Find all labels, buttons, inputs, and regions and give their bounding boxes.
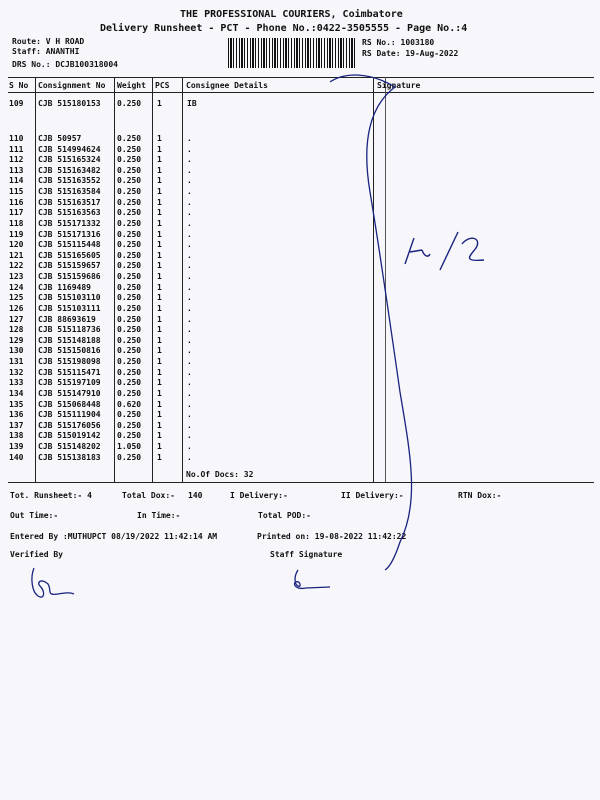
cell-consignment-no: CJB 515197109 [38, 378, 101, 388]
cell-consignment-no: CJB 515103110 [38, 293, 101, 303]
cell-sno: 131 [9, 357, 24, 367]
cell-sno: 139 [9, 441, 24, 451]
cell-pcs: 1 [157, 452, 162, 462]
cell-consignee-details: . [187, 410, 192, 420]
drs-number: DRS No.: DCJB100318004 [12, 60, 118, 69]
cell-weight: 0.250 [117, 240, 142, 250]
cell-pcs: 1 [157, 218, 162, 228]
rs-date: RS Date: 19-Aug-2022 [362, 49, 459, 58]
cell-pcs: 1 [157, 420, 162, 430]
cell-sno: 125 [9, 293, 24, 303]
cell-sno: 118 [9, 218, 24, 228]
cell-pcs: 1 [157, 388, 162, 398]
cell-weight: 0.250 [117, 282, 142, 292]
cell-sno: 121 [9, 250, 24, 260]
no-of-docs: No.Of Docs: 32 [186, 470, 254, 479]
cell-consignment-no: CJB 50957 [38, 134, 82, 143]
cell-consignment-no: CJB 515163517 [38, 197, 101, 207]
barcode [228, 38, 356, 68]
cell-weight: 0.250 [117, 155, 142, 165]
cell-consignment-no: CJB 515118736 [38, 325, 101, 335]
cell-sno: 116 [9, 197, 24, 207]
staff-signature [286, 566, 336, 594]
cell-pcs: 1 [157, 197, 162, 207]
cell-consignment-no: CJB 515165605 [38, 250, 101, 260]
cell-consignment-no: CJB 515115471 [38, 367, 101, 377]
cell-sno: 115 [9, 187, 24, 197]
cell-sno: 124 [9, 282, 24, 292]
cell-weight: 0.250 [117, 250, 142, 260]
entered-by: Entered By :MUTHUPCT 08/19/2022 11:42:14 AM [10, 532, 218, 541]
cell-sno: 134 [9, 388, 24, 398]
cell-consignee-details: . [187, 367, 192, 377]
cell-sno: 113 [9, 165, 24, 175]
cell-consignee-details: . [187, 272, 192, 282]
cell-consignee-details: . [187, 197, 192, 207]
cell-weight: 0.250 [117, 410, 142, 420]
cell-pcs: 1 [157, 99, 162, 108]
cell-consignee-details: . [187, 250, 192, 260]
cell-consignee-details: . [187, 261, 192, 271]
cell-consignee-details: . [187, 303, 192, 313]
cell-consignee-details: . [187, 218, 192, 228]
cell-pcs: 1 [157, 165, 162, 175]
cell-weight: 0.250 [117, 272, 142, 282]
cell-weight: 0.250 [117, 197, 142, 207]
col-header-consignee: Consignee Details [186, 81, 268, 90]
cell-consignment-no: CJB 515163552 [38, 176, 101, 186]
cell-pcs: 1 [157, 410, 162, 420]
cell-sno: 110 [9, 134, 24, 143]
cell-consignee-details: . [187, 229, 192, 239]
cell-consignment-no: CJB 515019142 [38, 431, 101, 441]
cell-weight: 0.250 [117, 229, 142, 239]
cell-sno: 120 [9, 240, 24, 250]
cell-consignment-no: CJB 515103111 [38, 303, 101, 313]
cell-consignee-details: . [187, 420, 192, 430]
cell-pcs: 1 [157, 144, 162, 154]
cell-weight: 0.250 [117, 293, 142, 303]
cell-consignee-details: . [187, 187, 192, 197]
route-label: Route: V H ROAD [12, 37, 85, 46]
cell-consignee-details: . [187, 282, 192, 292]
col-header-signature: Signature [377, 81, 421, 90]
handwritten-note-text: h/2 [400, 270, 408, 275]
cell-consignment-no: CJB 515159686 [38, 272, 101, 282]
cell-consignment-no: CJB 515068448 [38, 399, 101, 409]
cell-consignee-details: . [187, 155, 192, 165]
cell-pcs: 1 [157, 261, 162, 271]
cell-sno: 138 [9, 431, 24, 441]
cell-sno: 119 [9, 229, 24, 239]
cell-weight: 0.250 [117, 335, 142, 345]
cell-pcs: 1 [157, 293, 162, 303]
cell-pcs: 1 [157, 314, 162, 324]
cell-consignment-no: CJB 515148202 [38, 441, 101, 451]
cell-weight: 0.250 [117, 165, 142, 175]
handwritten-note [400, 226, 500, 276]
cell-weight: 0.250 [117, 357, 142, 367]
cell-consignee-details: . [187, 431, 192, 441]
cell-consignee-details: . [187, 452, 192, 462]
col-header-pcs: PCS [155, 81, 170, 90]
cell-consignment-no: CJB 515159657 [38, 261, 101, 271]
cell-sno: 109 [9, 99, 24, 108]
cell-consignment-no: CJB 514994624 [38, 144, 101, 154]
cell-consignee-details: . [187, 378, 192, 388]
i-delivery: I Delivery:- [230, 491, 288, 500]
cell-consignee-details: . [187, 441, 192, 451]
cell-sno: 132 [9, 367, 24, 377]
cell-consignment-no: CJB 515176056 [38, 420, 101, 430]
cell-weight: 0.250 [117, 144, 142, 154]
cell-weight: 0.250 [117, 367, 142, 377]
cell-sno: 114 [9, 176, 24, 186]
cell-consignment-no: CJB 515163563 [38, 208, 101, 218]
verified-by: Verified By [10, 550, 63, 559]
cell-pcs: 1 [157, 155, 162, 165]
total-dox-value: 140 [188, 491, 203, 500]
cell-weight: 0.250 [117, 176, 142, 186]
cell-pcs: 1 [157, 303, 162, 313]
cell-consignee-details: . [187, 346, 192, 356]
handwritten-curve [300, 72, 440, 572]
cell-pcs: 1 [157, 346, 162, 356]
cell-pcs: 1 [157, 272, 162, 282]
staff-signature-label: Staff Signature [270, 550, 343, 559]
cell-pcs: 1 [157, 399, 162, 409]
staff-label: Staff: ANANTHI [12, 47, 80, 56]
col-header-consignment: Consignment No [38, 81, 106, 90]
cell-consignee-details: . [187, 325, 192, 335]
cell-sno: 136 [9, 410, 24, 420]
cell-consignee-details: . [187, 176, 192, 186]
rs-number: RS No.: 1003180 [362, 38, 435, 47]
cell-sno: 137 [9, 420, 24, 430]
cell-consignee-details: . [187, 134, 192, 143]
cell-sno: 129 [9, 335, 24, 345]
cell-pcs: 1 [157, 357, 162, 367]
ii-delivery: II Delivery:- [341, 491, 404, 500]
cell-consignment-no: CJB 515115448 [38, 240, 101, 250]
cell-weight: 0.250 [117, 99, 142, 108]
cell-consignment-no: CJB 515180153 [38, 99, 101, 108]
cell-weight: 0.250 [117, 325, 142, 335]
cell-weight: 0.250 [117, 134, 142, 143]
rtn-dox: RTN Dox:- [458, 491, 502, 500]
cell-consignment-no: CJB 515171316 [38, 229, 101, 239]
cell-sno: 112 [9, 155, 24, 165]
cell-consignment-no: CJB 515163584 [38, 187, 101, 197]
cell-weight: 0.250 [117, 388, 142, 398]
printed-on: Printed on: 19-08-2022 11:42:22 [257, 532, 407, 541]
cell-weight: 0.620 [117, 399, 142, 409]
cell-weight: 0.250 [117, 431, 142, 441]
cell-pcs: 1 [157, 378, 162, 388]
col-header-sno: S No [9, 81, 29, 90]
runsheet-title: Delivery Runsheet - PCT - Phone No.:0422-3505555 - Page No.:4 [100, 23, 468, 34]
cell-pcs: 1 [157, 176, 162, 186]
cell-consignee-details: IB [187, 99, 197, 108]
cell-sno: 128 [9, 325, 24, 335]
total-dox-label: Total Dox:- [122, 491, 175, 500]
cell-consignment-no: CJB 515150816 [38, 346, 101, 356]
cell-weight: 0.250 [117, 187, 142, 197]
cell-weight: 0.250 [117, 452, 142, 462]
cell-pcs: 1 [157, 282, 162, 292]
cell-consignment-no: CJB 1169489 [38, 282, 91, 292]
cell-consignee-details: . [187, 335, 192, 345]
cell-consignee-details: . [187, 165, 192, 175]
cell-weight: 0.250 [117, 208, 142, 218]
cell-sno: 123 [9, 272, 24, 282]
cell-sno: 140 [9, 452, 24, 462]
col-header-weight: Weight [117, 81, 146, 90]
cell-weight: 0.250 [117, 378, 142, 388]
cell-consignment-no: CJB 515111904 [38, 410, 101, 420]
cell-pcs: 1 [157, 208, 162, 218]
cell-pcs: 1 [157, 134, 162, 143]
cell-sno: 127 [9, 314, 24, 324]
cell-consignee-details: . [187, 399, 192, 409]
cell-consignment-no: CJB 515171332 [38, 218, 101, 228]
cell-consignment-no: CJB 515147910 [38, 388, 101, 398]
cell-pcs: 1 [157, 367, 162, 377]
verified-signature [28, 564, 78, 604]
cell-pcs: 1 [157, 431, 162, 441]
cell-weight: 0.250 [117, 261, 142, 271]
company-name: THE PROFESSIONAL COURIERS, Coimbatore [180, 9, 403, 20]
cell-weight: 0.250 [117, 303, 142, 313]
cell-sno: 130 [9, 346, 24, 356]
cell-consignment-no: CJB 515148188 [38, 335, 101, 345]
cell-consignment-no: CJB 515165324 [38, 155, 101, 165]
cell-consignee-details: . [187, 314, 192, 324]
cell-pcs: 1 [157, 229, 162, 239]
cell-consignee-details: . [187, 388, 192, 398]
cell-pcs: 1 [157, 325, 162, 335]
cell-weight: 0.250 [117, 314, 142, 324]
cell-consignment-no: CJB 88693619 [38, 314, 96, 324]
cell-sno: 122 [9, 261, 24, 271]
out-time: Out Time:- [10, 511, 59, 520]
cell-consignee-details: . [187, 144, 192, 154]
cell-consignment-no: CJB 515163482 [38, 165, 101, 175]
cell-weight: 0.250 [117, 346, 142, 356]
cell-sno: 135 [9, 399, 24, 409]
cell-weight: 0.250 [117, 420, 142, 430]
cell-sno: 133 [9, 378, 24, 388]
cell-pcs: 1 [157, 187, 162, 197]
cell-consignment-no: CJB 515198098 [38, 357, 101, 367]
total-pod: Total POD:- [258, 511, 311, 520]
cell-consignee-details: . [187, 293, 192, 303]
cell-pcs: 1 [157, 250, 162, 260]
cell-pcs: 1 [157, 335, 162, 345]
in-time: In Time:- [137, 511, 181, 520]
cell-sno: 126 [9, 303, 24, 313]
cell-consignee-details: . [187, 240, 192, 250]
cell-pcs: 1 [157, 441, 162, 451]
cell-consignee-details: . [187, 208, 192, 218]
cell-sno: 117 [9, 208, 24, 218]
tot-runsheet: Tot. Runsheet:- 4 [10, 491, 92, 500]
cell-consignee-details: . [187, 357, 192, 367]
cell-pcs: 1 [157, 240, 162, 250]
cell-consignment-no: CJB 515138183 [38, 452, 101, 462]
cell-sno: 111 [9, 144, 24, 154]
cell-weight: 0.250 [117, 218, 142, 228]
cell-weight: 1.050 [117, 441, 142, 451]
